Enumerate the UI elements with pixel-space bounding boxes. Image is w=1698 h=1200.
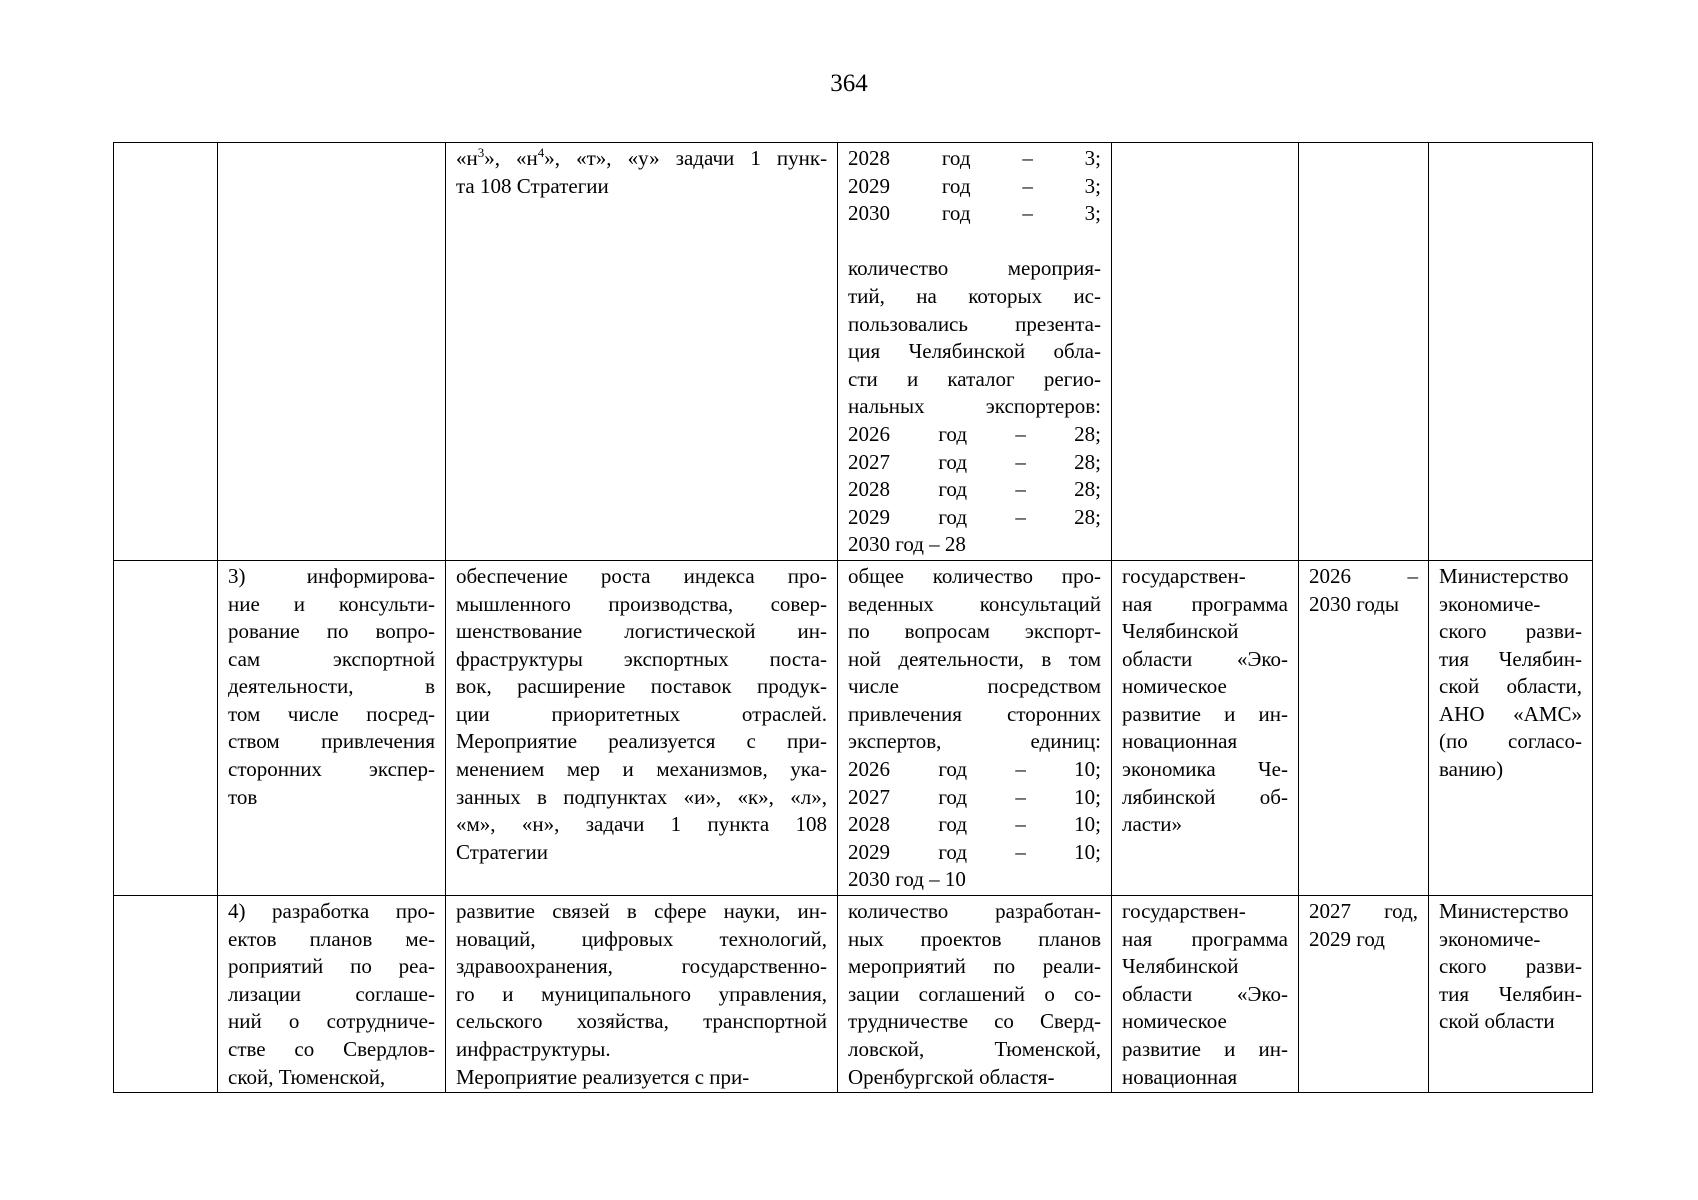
cell-text-line: 2030 год – 3;: [848, 201, 1101, 226]
cell-text-line: сторонних экспер-: [228, 757, 435, 782]
cell-text-line: вок, расширение поставок продук-: [456, 674, 827, 699]
program-cell: [1112, 896, 1299, 1093]
cell-text-line: «$н^3$», «$н^4$», «т», «у» задачи 1 пунк-: [456, 145, 828, 170]
cell-text-line: ской, Тюменской,: [228, 1064, 386, 1089]
cell-text-line: экономика Че-: [1122, 757, 1288, 782]
cell-text-line: ная программа: [1122, 926, 1288, 951]
cell-text-line: трудничестве со Сверд-: [848, 1009, 1101, 1034]
cell-text-line: ского разви-: [1439, 619, 1582, 644]
executor-cell: [1429, 560, 1593, 895]
table-row: [114, 896, 1593, 1093]
cell-text-line: лябинской об-: [1122, 784, 1288, 809]
cell-text-line: веденных консультаций: [848, 591, 1101, 616]
cell-text-line: развитие связей в сфере науки, ин-: [456, 899, 827, 924]
cell-text-line: номическое: [1122, 1009, 1227, 1034]
cell-text-line: Оренбургской областя-: [848, 1064, 1055, 1089]
cell-text-line: Мероприятие реализуется с при-: [456, 1064, 750, 1089]
cell-text-line: (по согласо-: [1439, 729, 1582, 754]
cell-text-line: обеспечение роста индекса про-: [456, 563, 827, 588]
cell-text-line: ция Челябинской обла-: [848, 339, 1101, 364]
cell-text-line: 2026 год – 28;: [848, 421, 1101, 446]
cell-text-line: пользовались презента-: [848, 311, 1101, 336]
cell-text-line: числе посредством: [848, 674, 1101, 699]
number-cell: [114, 143, 218, 561]
indicator-cell: [838, 560, 1112, 895]
cell-text-line: общее количество про-: [848, 563, 1101, 588]
cell-text-line: Челябинской: [1122, 954, 1239, 979]
cell-text-line: 2030 годы: [1309, 591, 1400, 616]
cell-text-line: государствен-: [1122, 899, 1246, 924]
cell-text-line: сти и каталог регио-: [848, 366, 1101, 391]
cell-text-line: развитие и ин-: [1122, 1037, 1288, 1061]
cell-text-line: шенствование логистической ин-: [456, 619, 827, 644]
executor-cell: [1429, 143, 1593, 561]
cell-text-line: 2030 год – 28: [848, 532, 966, 557]
cell-text-line: тия Челябин-: [1439, 981, 1582, 1006]
cell-text-line: 2026 –: [1309, 563, 1418, 588]
indicator-cell: [838, 143, 1112, 561]
program-cell: [1112, 560, 1299, 895]
cell-text-line: Министерство: [1439, 563, 1569, 588]
cell-text-line: количество разработан-: [848, 899, 1101, 924]
cell-text-line: 2029 год: [1309, 926, 1385, 951]
cell-text-line: занных в подпунктах «и», «к», «л»,: [456, 784, 827, 809]
cell-text-line: 2027 год – 28;: [848, 449, 1101, 474]
program-activities-table: [113, 142, 1593, 1093]
cell-text-line: та 108 Стратегии: [456, 173, 609, 198]
cell-text-line: здравоохранения, государственно-: [456, 954, 827, 979]
cell-text-line: экспертов, единиц:: [848, 729, 1101, 754]
program-cell: [1112, 143, 1299, 561]
cell-text-line: области «Эко-: [1122, 981, 1288, 1006]
cell-text-line: ласти»: [1122, 812, 1183, 837]
cell-text-line: ние и консульти-: [228, 591, 435, 616]
cell-text-line: номическое: [1122, 674, 1227, 699]
cell-text-line: тий, на которых ис-: [848, 283, 1101, 308]
cell-text-line: ной деятельности, в том: [848, 646, 1101, 671]
cell-text-line: «м», «н», задачи 1 пункта 108: [456, 812, 827, 837]
cell-text-line: Мероприятие реализуется с при-: [456, 729, 827, 754]
cell-text-line: ством привлечения: [228, 729, 435, 754]
cell-text-line: области «Эко-: [1122, 646, 1288, 671]
page-number: 364: [830, 70, 868, 97]
cell-text-line: ского разви-: [1439, 954, 1582, 979]
cell-text-line: мышленного производства, совер-: [456, 591, 827, 616]
goal-description-cell: [446, 560, 838, 895]
cell-text-line: Стратегии: [456, 839, 549, 864]
cell-text-line: ных проектов планов: [848, 926, 1101, 951]
cell-text-line: ции приоритетных отраслей.: [456, 701, 827, 726]
cell-text-line: рование по вопро-: [228, 619, 435, 644]
cell-text-line: 2028 год – 3;: [848, 146, 1101, 170]
period-cell: [1299, 896, 1429, 1093]
cell-text-line: ванию): [1439, 757, 1504, 782]
cell-text-line: ний о сотрудниче-: [228, 1009, 435, 1034]
cell-text-line: мероприятий по реали-: [848, 954, 1101, 979]
cell-text-line: новационная: [1122, 729, 1238, 754]
goal-description-cell: [446, 896, 838, 1093]
activity-cell: [218, 560, 446, 895]
cell-text-line: экономиче-: [1439, 591, 1541, 616]
number-cell: [114, 560, 218, 895]
cell-text-line: 2027 год,: [1309, 899, 1418, 924]
cell-text-line: новаций, цифровых технологий,: [456, 926, 827, 951]
cell-text-line: ловской, Тюменской,: [848, 1037, 1101, 1061]
cell-text-line: 4) разработка про-: [228, 899, 435, 924]
cell-text-line: 3) информирова-: [228, 563, 435, 588]
period-cell: [1299, 143, 1429, 561]
cell-text-line: зации соглашений о со-: [848, 981, 1101, 1006]
cell-text-line: го и муниципального управления,: [456, 981, 827, 1006]
cell-text-line: 2029 год – 10;: [848, 839, 1101, 864]
cell-text-line: 2028 год – 28;: [848, 477, 1101, 502]
cell-text-line: ской области: [1439, 1009, 1555, 1034]
cell-text-line: 2028 год – 10;: [848, 812, 1101, 837]
activity-cell: [218, 143, 446, 561]
cell-text-line: лизации соглаше-: [228, 981, 435, 1006]
cell-text-line: Челябинской: [1122, 619, 1239, 644]
cell-text-line: деятельности, в: [228, 674, 435, 699]
cell-text-line: Министерство: [1439, 899, 1569, 924]
cell-text-line: 2026 год – 10;: [848, 757, 1101, 782]
indicator-cell: [838, 896, 1112, 1093]
cell-text-line: ектов планов ме-: [228, 926, 435, 951]
cell-text-line: экономиче-: [1439, 926, 1541, 951]
number-cell: [114, 896, 218, 1093]
cell-text-line: по вопросам экспорт-: [848, 619, 1101, 644]
cell-text-line: тия Челябин-: [1439, 646, 1582, 671]
cell-text-line: роприятий по реа-: [228, 954, 435, 979]
cell-text-line: стве со Свердлов-: [228, 1037, 435, 1061]
cell-text-line: привлечения сторонних: [848, 701, 1101, 726]
cell-text-line: новационная: [1122, 1064, 1238, 1089]
cell-text-line: [848, 228, 1101, 256]
cell-text-line: 2029 год – 3;: [848, 173, 1101, 198]
cell-text-line: менением мер и механизмов, ука-: [456, 757, 827, 782]
cell-text-line: ная программа: [1122, 591, 1288, 616]
cell-text-line: том числе посред-: [228, 701, 435, 726]
cell-text-line: ской области,: [1439, 674, 1582, 699]
goal-description-cell: [446, 143, 838, 561]
executor-cell: [1429, 896, 1593, 1093]
period-cell: [1299, 560, 1429, 895]
cell-text-line: нальных экспортеров:: [848, 394, 1101, 419]
cell-text-line: АНО «АМС»: [1439, 701, 1582, 726]
cell-text-line: государствен-: [1122, 563, 1246, 588]
cell-text-line: количество мероприя-: [848, 256, 1101, 281]
cell-text-line: сельского хозяйства, транспортной: [456, 1009, 827, 1034]
cell-text-line: 2029 год – 28;: [848, 504, 1101, 529]
table-row: [114, 560, 1593, 895]
cell-text-line: 2030 год – 10: [848, 867, 966, 892]
cell-text-line: 2027 год – 10;: [848, 784, 1101, 809]
cell-text-line: фраструктуры экспортных поста-: [456, 646, 827, 671]
cell-text-line: развитие и ин-: [1122, 701, 1288, 726]
cell-text-line: инфраструктуры.: [456, 1037, 611, 1061]
table-row: [114, 143, 1593, 561]
cell-text-line: тов: [228, 784, 258, 809]
activity-cell: [218, 896, 446, 1093]
cell-text-line: сам экспортной: [228, 646, 435, 671]
